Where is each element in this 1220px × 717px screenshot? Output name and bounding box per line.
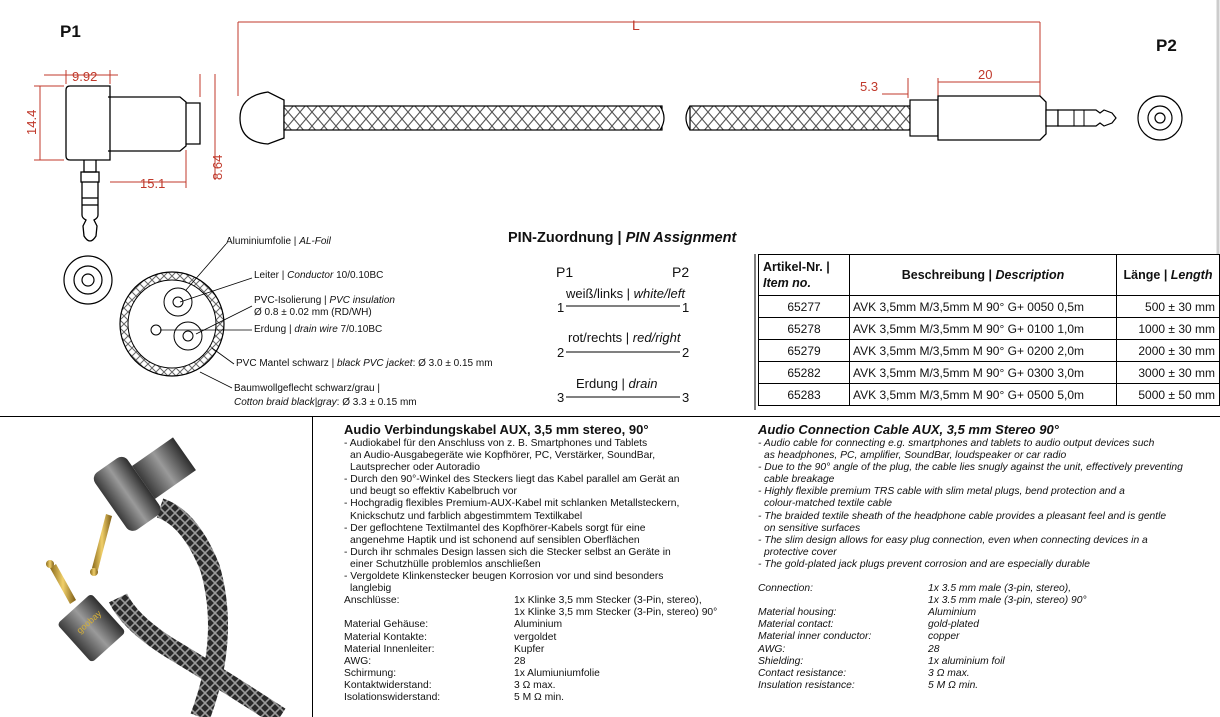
spec-value: Aluminium — [928, 607, 977, 619]
pin-1-label: weiß/links | white/left — [566, 286, 685, 301]
dim-p1-height: 14.4 — [24, 109, 39, 135]
specs-en — [758, 583, 1183, 692]
spec-key: AWG: — [758, 643, 786, 655]
description-de-line: Lautsprecher oder Autoradio — [350, 462, 480, 474]
description-de-line: einer Schutzhülle problemlos anschließen — [350, 558, 541, 570]
spec-value: copper — [928, 631, 960, 643]
pin-2-p2: 2 — [682, 345, 690, 360]
dim-p1-tip: 15.1 — [140, 176, 166, 191]
dim-p1-tip-height: 8.64 — [210, 154, 225, 180]
spec-value: Kupfer — [514, 643, 545, 655]
spec-key: Contact resistance: — [758, 667, 847, 679]
p1-end-view — [64, 256, 112, 304]
description-de-line: - Vergoldete Klinkenstecker beugen Korrosion vor und sind besonders — [344, 571, 664, 583]
photo-brand-logo: goobay — [74, 608, 104, 636]
cell-description: AVK 3,5mm M/3,5mm M 90° G+ 0500 5,0m — [850, 384, 1117, 406]
item-table-header — [759, 255, 1220, 296]
description-de-line: und beugt so effektiv Kabelbruch vor — [350, 486, 517, 498]
description-en-line: - Highly flexible premium TRS cable with slim metal plugs, bend protection and a — [758, 486, 1125, 498]
spec-key: Isolationswiderstand: — [344, 691, 441, 703]
spec-value: 1x Alumiuniumfolie — [514, 667, 600, 679]
pin-header-p2: P2 — [672, 264, 690, 280]
dim-p1-width: 9.92 — [72, 69, 98, 84]
label-conductor: Leiter | Conductor 10/0.10BC — [254, 270, 384, 281]
spec-key: Schirmung: — [344, 667, 397, 679]
spec-key: Connection: — [758, 583, 813, 595]
cross-section — [120, 272, 224, 376]
description-de-line: - Durch ihr schmales Design lassen sich die Stecker selbst an Geräte in — [344, 546, 671, 558]
pin-2-p1: 2 — [557, 345, 565, 360]
spec-value: 1x aluminium foil — [928, 655, 1005, 667]
description-en-line: - The braided textile sheath of the headphone cable provides a pleasant feel and is gentle — [758, 510, 1167, 522]
description-en-title: Audio Connection Cable AUX, 3,5 mm Stereo 90° — [758, 422, 1059, 437]
pin-assignment-title: PIN-Zuordnung | PIN Assignment — [508, 230, 737, 246]
cell-description: AVK 3,5mm M/3,5mm M 90° G+ 0100 1,0m — [850, 318, 1117, 340]
cell-length: 2000 ± 30 mm — [1117, 340, 1220, 362]
description-de — [344, 422, 717, 704]
spec-key: Material Gehäuse: — [344, 619, 429, 631]
dim-p2-plug: 20 — [978, 67, 993, 82]
description-de-line: angenehme Haptik und ist schonend auf sensiblen Oberflächen — [350, 534, 640, 546]
cell-length: 3000 ± 30 mm — [1117, 362, 1220, 384]
spec-value: 28 — [928, 643, 940, 655]
cell-length: 500 ± 30 mm — [1117, 296, 1220, 318]
description-en-line: - The gold-plated jack plugs prevent corrosion and are especially durable — [758, 558, 1090, 570]
spec-value: 1x Klinke 3,5 mm Stecker (3-Pin, stereo) 90° — [514, 607, 718, 619]
spec-key — [344, 607, 514, 619]
spec-key: Material contact: — [758, 619, 834, 631]
label-drain-wire: Erdung | drain wire 7/0.10BC — [254, 324, 383, 335]
cell-item: 65282 — [759, 362, 850, 384]
section-divider — [0, 416, 1220, 417]
product-photo — [0, 418, 310, 717]
spec-key: Material Innenleiter: — [344, 643, 435, 655]
label-braid: Baumwollgeflecht schwarz/grau | — [234, 383, 380, 394]
pin-1-p2: 1 — [682, 300, 690, 315]
spec-value: 1x 3.5 mm male (3-pin, stereo), — [928, 583, 1072, 595]
photo-divider — [312, 416, 313, 717]
spec-value: 1x 3.5 mm male (3-pin, stereo) 90° — [928, 595, 1087, 607]
table-row — [759, 362, 1220, 384]
spec-value: 28 — [514, 655, 526, 667]
pin-header-p1: P1 — [556, 264, 574, 280]
cell-item: 65279 — [759, 340, 850, 362]
description-de-line: an Audio-Ausgabegeräte wie Kopfhörer, PC, Verstärker, SoundBar, — [350, 450, 656, 462]
item-table — [758, 254, 1220, 406]
description-en-line: - Due to the 90° angle of the plug, the cable lies snugly against the unit, effectively preventing — [758, 462, 1183, 474]
spec-key: AWG: — [344, 655, 372, 667]
pin-1-p1: 1 — [557, 300, 565, 315]
spec-key: Material Kontakte: — [344, 631, 427, 643]
table-row — [759, 340, 1220, 362]
description-en-line: cable breakage — [764, 474, 835, 486]
spec-key: Kontaktwiderstand: — [344, 679, 432, 691]
spec-key: Insulation resistance: — [758, 679, 855, 691]
spec-value: 3 Ω max. — [928, 667, 970, 679]
spec-value: vergoldet — [514, 631, 557, 643]
cell-item: 65278 — [759, 318, 850, 340]
description-en-line: colour-matched textile cable — [764, 498, 893, 510]
dim-p2-collar: 5.3 — [860, 79, 879, 94]
spec-value: 5 M Ω min. — [514, 691, 565, 703]
spec-value: 5 M Ω min. — [928, 679, 979, 691]
table-row — [759, 318, 1220, 340]
label-braid-value: Cotton braid black|gray: Ø 3.3 ± 0.15 mm — [234, 397, 417, 408]
cell-description: AVK 3,5mm M/3,5mm M 90° G+ 0050 0,5m — [850, 296, 1117, 318]
spec-value: gold-plated — [928, 619, 979, 631]
description-en-line: - The slim design allows for easy plug connection, even when connecting devices in a — [758, 534, 1148, 546]
label-pvc-insulation: PVC-Isolierung | PVC insulation — [254, 295, 395, 306]
cell-item: 65277 — [759, 296, 850, 318]
cell-length: 1000 ± 30 mm — [1117, 318, 1220, 340]
spec-value: Aluminium — [514, 619, 563, 631]
spec-value: 3 Ω max. — [514, 679, 556, 691]
cell-item: 65283 — [759, 384, 850, 406]
spec-key — [758, 595, 928, 607]
description-de-line: - Hochgradig flexibles Premium-AUX-Kabel mit schlanken Metallsteckern, — [344, 498, 680, 510]
pin-3-p1: 3 — [557, 390, 565, 405]
description-de-line: langlebig — [350, 583, 392, 595]
spec-value: 1x Klinke 3,5 mm Stecker (3-Pin, stereo), — [514, 595, 702, 607]
table-row — [759, 296, 1220, 318]
label-pvc-insulation-value: Ø 0.8 ± 0.02 mm (RD/WH) — [254, 307, 372, 318]
description-de-line: - Audiokabel für den Anschluss von z. B. Smartphones und Tablets — [344, 438, 648, 449]
p1-dimension-lines — [34, 70, 215, 188]
description-en — [758, 422, 1183, 692]
spacer — [758, 571, 1183, 583]
p2-label: P2 — [1156, 36, 1177, 55]
spec-key: Shielding: — [758, 655, 804, 667]
p1-side-view — [66, 86, 200, 241]
spec-key: Material housing: — [758, 607, 837, 619]
pin-3-label: Erdung | drain — [576, 376, 658, 391]
cell-length: 5000 ± 50 mm — [1117, 384, 1220, 406]
table-row — [759, 384, 1220, 406]
label-pvc-jacket: PVC Mantel schwarz | black PVC jacket: Ø 3.0 ± 0.15 mm — [236, 358, 493, 369]
pin-2-label: rot/rechts | red/right — [568, 330, 681, 345]
description-en-line: protective cover — [764, 546, 837, 558]
spec-key: Anschlüsse: — [344, 595, 400, 607]
cell-description: AVK 3,5mm M/3,5mm M 90° G+ 0300 3,0m — [850, 362, 1117, 384]
label-al-foil: Aluminiumfolie | AL-Foil — [226, 236, 331, 247]
p2-end-view — [1138, 96, 1182, 140]
spec-key: Material inner conductor: — [758, 631, 872, 643]
description-en-line: on sensitive surfaces — [764, 522, 861, 534]
dim-length: L — [632, 17, 640, 33]
cell-description: AVK 3,5mm M/3,5mm M 90° G+ 0200 2,0m — [850, 340, 1117, 362]
description-de-line: - Durch den 90°-Winkel des Steckers liegt das Kabel parallel am Gerät an — [344, 474, 680, 486]
description-en-line: - Audio cable for connecting e.g. smartphones and tablets to audio output devices such — [758, 438, 1155, 449]
specs-de — [344, 595, 717, 704]
p1-label: P1 — [60, 22, 81, 41]
header-length: Länge | Length — [1117, 255, 1220, 296]
pin-3-p2: 3 — [682, 390, 690, 405]
description-de-line: - Der geflochtene Textilmantel des Kopfhörer-Kabels sorgt für eine — [344, 522, 646, 534]
header-description: Beschreibung | Description — [850, 255, 1117, 296]
cable-drawing — [240, 92, 1116, 144]
description-en-line: as headphones, PC, amplifier, SoundBar, loudspeaker or car radio — [764, 450, 1067, 462]
description-de-line: Knickschutz und farblich abgestimmtem Textilkabel — [350, 510, 583, 522]
description-de-title: Audio Verbindungskabel AUX, 3,5 mm stereo, 90° — [344, 422, 649, 437]
header-item-no: Artikel-Nr. | Item no. — [759, 255, 850, 296]
length-dimension — [238, 22, 1040, 98]
